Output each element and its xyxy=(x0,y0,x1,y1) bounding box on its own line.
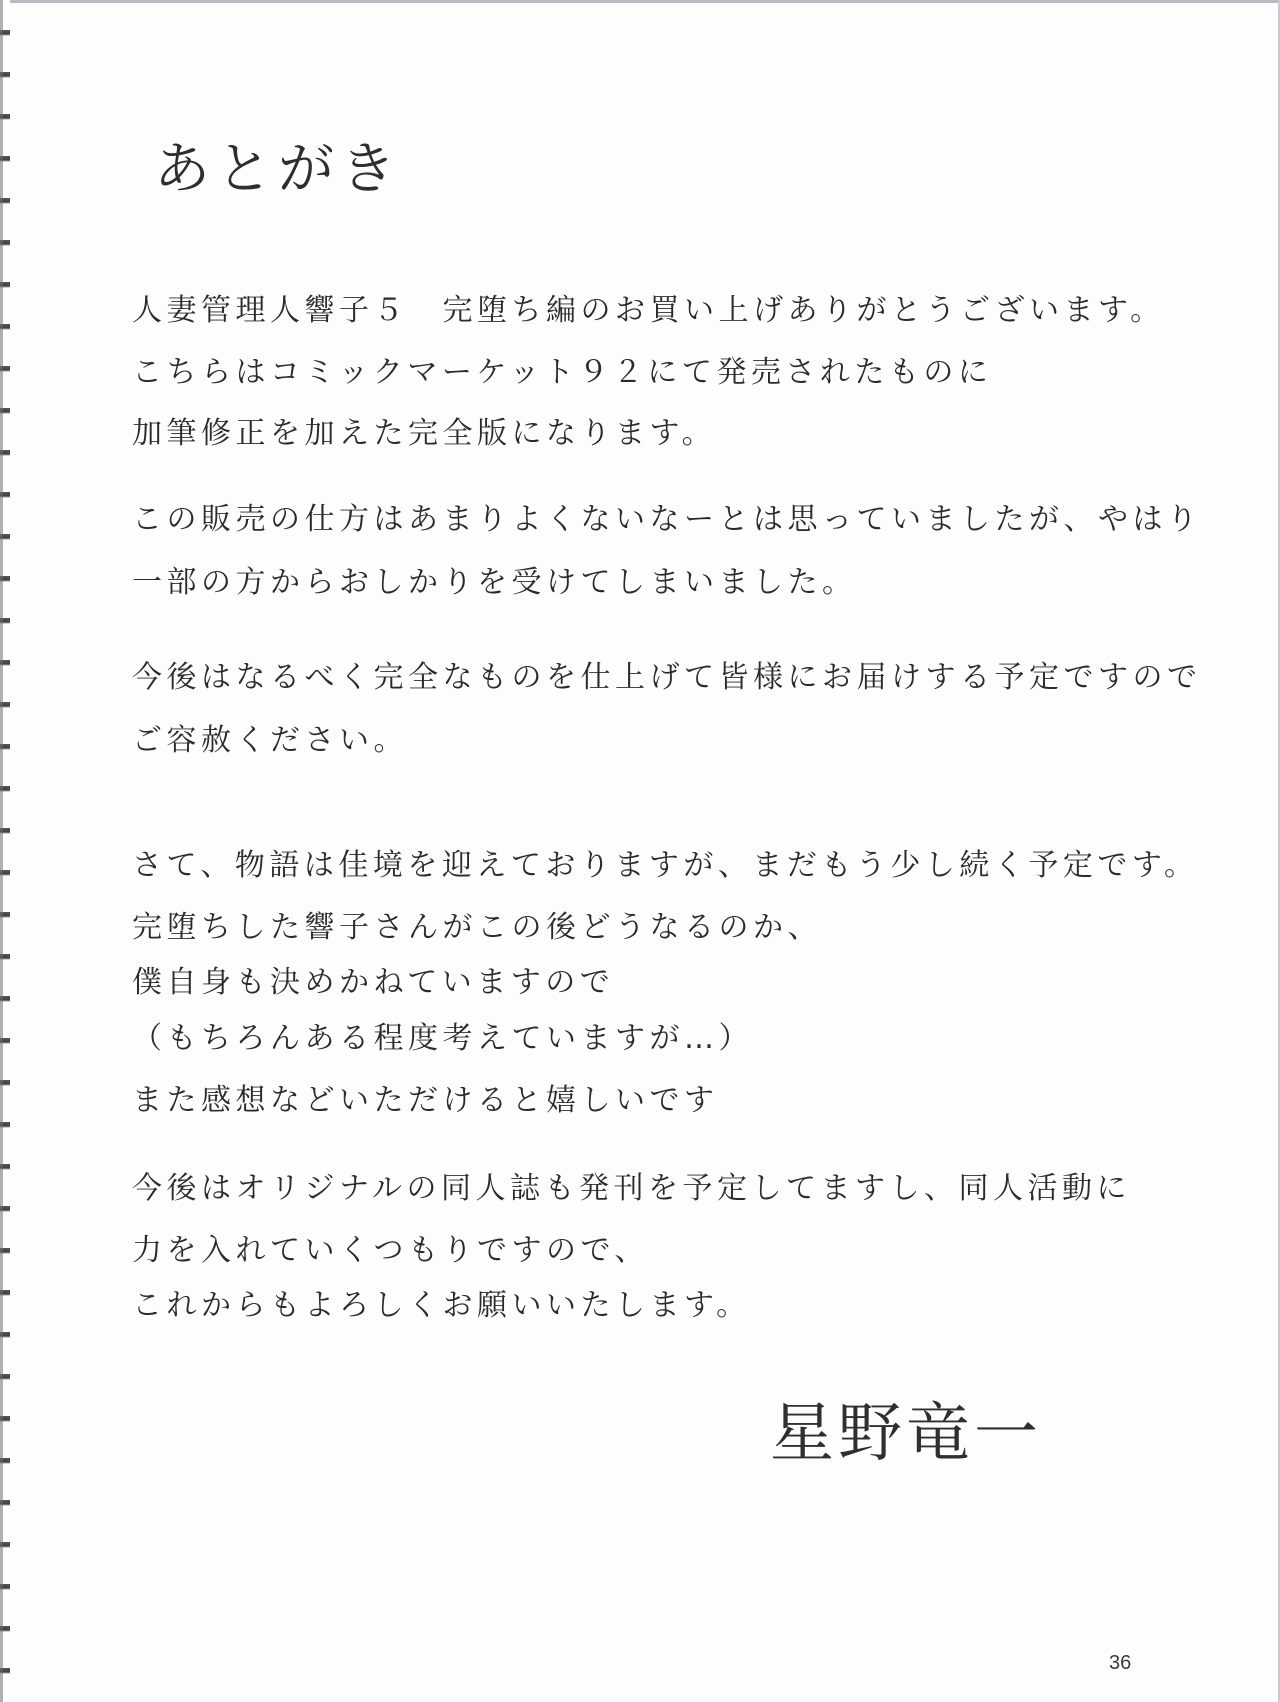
paragraph-4-line-2: 完堕ちした響子さんがこの後どうなるのか、 xyxy=(132,910,822,945)
paragraph-5-line-3: これからもよろしくお願いいたします。 xyxy=(132,1288,751,1323)
paragraph-1-line-1: 人妻管理人響子５ 完堕ち編のお買い上げありがとうございます。 xyxy=(132,293,1165,328)
binding-edge xyxy=(0,0,10,1702)
paragraph-3-line-1: 今後はなるべく完全なものを仕上げて皆様にお届けする予定ですので xyxy=(132,660,1202,695)
page-title: あとがき xyxy=(154,137,402,202)
paragraph-3-line-2: ご容赦ください。 xyxy=(132,723,408,758)
page-top-border xyxy=(0,0,1280,3)
paragraph-1-line-3: 加筆修正を加えた完全版になります。 xyxy=(132,416,717,451)
paragraph-5-line-2: 力を入れていくつもりですので、 xyxy=(132,1233,649,1268)
paragraph-5-line-1: 今後はオリジナルの同人誌も発刊を予定してますし、同人活動に xyxy=(132,1171,1131,1206)
paragraph-2-line-2: 一部の方からおしかりを受けてしまいました。 xyxy=(132,565,857,600)
paragraph-2-line-1: この販売の仕方はあまりよくないなーとは思っていましたが、やはり xyxy=(132,502,1202,537)
paragraph-1-line-2: こちらはコミックマーケット９２にて発売されたものに xyxy=(132,355,993,390)
paragraph-4-line-4: （もちろんある程度考えていますが…） xyxy=(132,1021,753,1056)
author-signature: 星野竜一 xyxy=(770,1397,1042,1471)
paragraph-4-line-1: さて、物語は佳境を迎えておりますが、まだもう少し続く予定です。 xyxy=(132,848,1199,883)
paragraph-4-line-3: 僕自身も決めかねていますので xyxy=(132,965,615,1000)
paragraph-4-line-5: また感想などいただけると嬉しいです xyxy=(132,1083,719,1118)
page-number: 36 xyxy=(1109,1652,1132,1674)
